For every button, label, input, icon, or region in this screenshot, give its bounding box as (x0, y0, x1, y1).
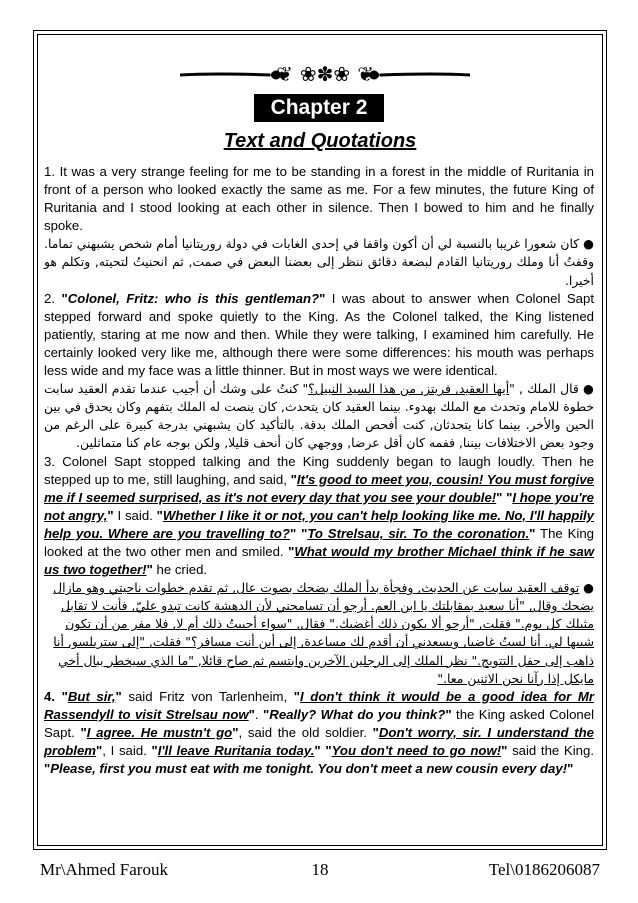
section-1-english: 1. It was a very strange feeling for me to be standing in a forest in the middle of Ruritania in front of a person who looked exactly the same as me. For a few minutes, the future King of Ruritania and I stood looking at each other in silence. Then I bowed to him and he finally spoke. (44, 164, 594, 234)
svg-text:❦ ❀✽❀ ❦: ❦ ❀✽❀ ❦ (276, 62, 374, 86)
footer-author: Mr\Ahmed Farouk (40, 860, 168, 879)
footer-phone: Tel\0186206087 (488, 860, 600, 879)
chapter-label: Chapter 2 (254, 94, 384, 122)
section-2-arabic: ● قال الملك , "أيها العقيد, فريتز, من هذا السيد النبيل؟" كنتُ على وشك أن أجيب عندما تقدم العقيد سابت خطوة للامام وتحدث مع الملك بهدوء. بينما العقيد كان يتحدث, كان ينصت له الملك بتفهم وكان يحدق في بين الحين والأخر. بينما كانا يتحدثان, كنت أفحص الملك بدقة. بالتأكيد كان يشبهني بدرجة كبيرة على الرغم من وجود بعض الاختلافات بيننا, ففمه كان أقل عرضا, ووجهي كان أنحف قليلا, ولكن بوجه عام كنا متماثلين. (44, 381, 594, 451)
section-4-english: 4. "But sir," said Fritz von Tarlenheim, "I don't think it would be a good idea for Mr Rassendyll to visit Strelsau now". "Really? What do you think?" the King asked Colonel Sapt. "I agree. He mustn't go", said the old soldier. "Don't worry, sir. I understand the problem", I said. "I'll leave Ruritania today." "You don't need to go now!" said the King. "Please, first you must eat with me tonight. You don't meet a new cousin every day!" (44, 688, 595, 777)
main-content (44, 163, 594, 778)
page-number: 18 (311, 860, 329, 879)
section-2-english: 2. "Colonel, Fritz: who is this gentleman?" I was about to answer when Colonel Sapt stepped forward and spoke quietly to the King. As the Colonel talked, the King listened patiently, staring at me now and then. While they were talking, I examined him carefully. He certainly looked very like me, although there were some differences: his mouth was perhaps less wide and my face was a little thinner. But in most ways we were identical. (44, 290, 594, 379)
page-title: Text and Quotations (223, 130, 417, 152)
section-3-arabic: ● توقف العقيد سابت عن الحديث, وفجأة بدأ الملك يضحك بصوت عال, ثم تقدم خطوات ناحيتي وهو مازال يضحك وقال, "أنا سعيد بمقابلتك يا ابن العم. أرجو أن تسامحني لأن الدهشة كانت تبدو عليّ, فأنت لا تقابل مثيلك كل يوم." فقلت, "أرجو ألا يكون ذلك أغضبك." فقال, "سواء أحببتُ ذلك أم لا, فلا مفر من أن تكون شبيها لي. أنا لستُ غاضبا, ويسعدني أن أقدم لك مساعدة, إلى أين أنت مسافر؟" فقلت, "إلى ستريلسو, أنا ذاهب إلى حفل التتويج." نظر الملك إلى الرجلين الآخرين وابتسم ثم صاح قائلا, "ما الذي سيخطر ببال أخي مايكل إذا رآنا نحن الاثنين معا." (53, 580, 594, 686)
section-3-english: 3. Colonel Sapt stopped talking and the King suddenly began to laugh loudly. Then he stepped up to me, still laughing, and said, "It's good to meet you, cousin! You must forgive me if I seemed surprised, as it's not every day that you see your double!" "I hope you're not angry," I said. "Whether I like it or not, you can't help looking like me. No, I'll happily help you. Where are you travelling to?" "To Strelsau, sir. To the coronation." The King looked at the two other men and smiled. "What would my brother Michael think if he saw us two together!" he cried. (44, 453, 595, 578)
decorative-divider-ornament (175, 62, 475, 88)
section-1-arabic: ● كان شعورا غريبا بالنسبة لي أن أكون واقفا في إحدى الغابات في دولة روريتانيا أمام شخص يشبهني تماما. وقفتُ أنا وملك روريتانيا القادم لبضعة دقائق ننظر إلى بعضنا البعض في صمت, ثم انحنيتُ لتحيته, وتكلم هو أخيرا. (44, 236, 594, 288)
